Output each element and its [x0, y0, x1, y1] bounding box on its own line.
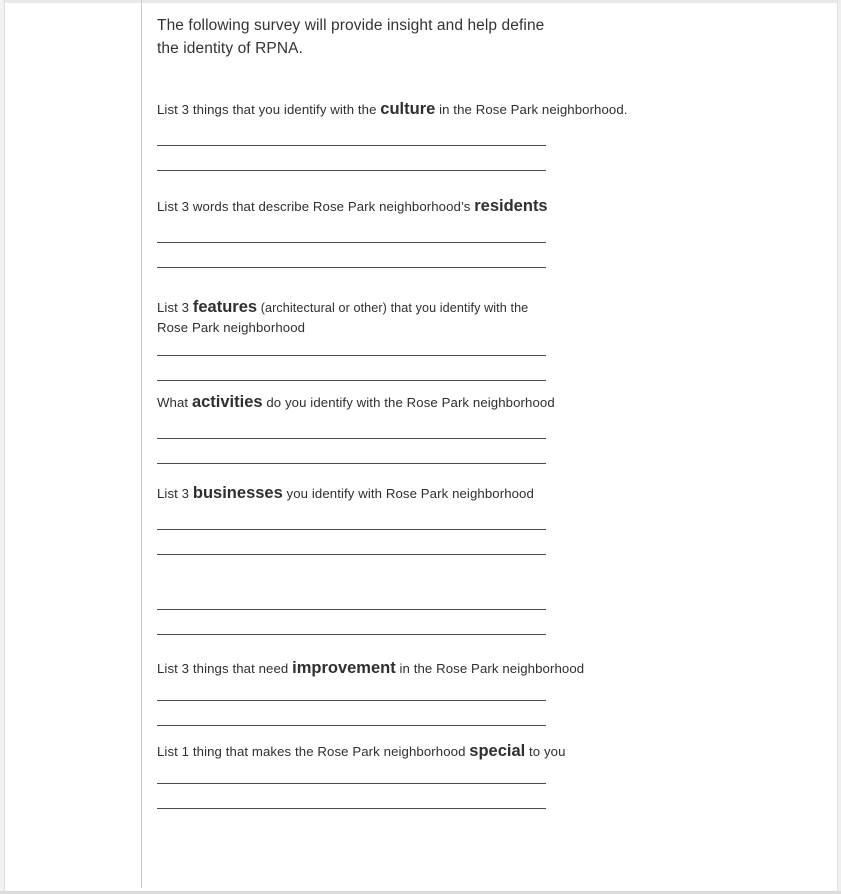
question-features-text	[157, 298, 717, 337]
spacer	[157, 216, 717, 242]
question-features-answer-lines[interactable]	[157, 355, 717, 381]
spacer	[157, 503, 717, 529]
block-spacer	[157, 381, 717, 393]
intro-line-1: The following survey will provide insight and help define	[157, 17, 545, 34]
spacer	[157, 784, 717, 808]
question-activities	[157, 393, 717, 464]
question-special-answer-lines[interactable]	[157, 783, 717, 809]
spacer	[157, 439, 717, 463]
spacer	[157, 119, 717, 145]
spacer	[157, 610, 717, 634]
survey-content	[157, 14, 717, 809]
question-businesses-part-2: you identify with Rose Park neighborhood	[282, 486, 534, 501]
question-culture	[157, 100, 717, 171]
intro-paragraph	[157, 14, 717, 60]
spacer	[157, 337, 717, 355]
question-residents-answer-lines[interactable]	[157, 242, 717, 268]
question-residents-part-1: List 3 words that describe Rose Park neighborhood’s	[157, 199, 475, 214]
intro-line-2: the identity of RPNA.	[157, 40, 303, 57]
question-residents-keyword: residents	[474, 197, 548, 215]
spacer	[157, 530, 717, 554]
question-activities-answer-lines[interactable]	[157, 438, 717, 464]
question-residents	[157, 197, 717, 268]
question-special	[157, 742, 717, 809]
spacer	[157, 555, 717, 609]
question-improvement-text	[157, 659, 717, 678]
block-spacer	[157, 726, 717, 742]
answer-line[interactable]	[157, 808, 546, 809]
spacer	[157, 761, 717, 783]
question-special-part-2: to you	[525, 744, 566, 759]
spacer	[157, 243, 717, 267]
question-improvement-answer-lines[interactable]	[157, 700, 717, 726]
question-improvement-part-1: List 3 things that need	[157, 661, 293, 676]
spacer	[157, 146, 717, 170]
question-culture-part-1: List 3 things that you identify with the	[157, 102, 381, 117]
spacer	[157, 701, 717, 725]
block-spacer	[157, 171, 717, 197]
question-businesses-answer-lines[interactable]	[157, 529, 717, 635]
block-spacer	[157, 268, 717, 298]
question-special-text	[157, 742, 717, 761]
question-businesses-text	[157, 484, 717, 503]
page-edge-left	[0, 0, 5, 894]
question-features-part-1: List 3	[157, 300, 193, 315]
question-special-keyword: special	[469, 742, 526, 760]
page-edge-right	[837, 0, 841, 894]
block-spacer	[157, 635, 717, 659]
question-special-part-1: List 1 thing that makes the Rose Park neighborhood	[157, 744, 470, 759]
question-features-part-3: Rose Park neighborhood	[157, 320, 306, 335]
question-residents-text	[157, 197, 717, 216]
question-culture-part-2: in the Rose Park neighborhood.	[435, 102, 628, 117]
question-culture-keyword: culture	[380, 100, 436, 118]
question-features	[157, 298, 717, 381]
question-improvement	[157, 659, 717, 726]
spacer	[157, 356, 717, 380]
question-improvement-part-2: in the Rose Park neighborhood	[395, 661, 585, 676]
block-spacer	[157, 464, 717, 484]
spacer	[157, 412, 717, 438]
question-activities-text	[157, 393, 717, 412]
question-activities-part-1: What	[157, 395, 192, 410]
question-culture-text	[157, 100, 717, 119]
question-culture-answer-lines[interactable]	[157, 145, 717, 171]
intro-spacer	[157, 60, 717, 100]
question-features-part-2: (architectural or other) that you identify with the	[257, 301, 529, 315]
question-improvement-keyword: improvement	[292, 659, 396, 677]
question-activities-keyword: activities	[191, 393, 263, 411]
spacer	[157, 678, 717, 700]
question-businesses-keyword: businesses	[192, 484, 283, 502]
question-features-keyword: features	[192, 298, 258, 316]
question-activities-part-2: do you identify with the Rose Park neighborhood	[262, 395, 555, 410]
question-businesses	[157, 484, 717, 635]
question-businesses-part-1: List 3	[157, 486, 193, 501]
